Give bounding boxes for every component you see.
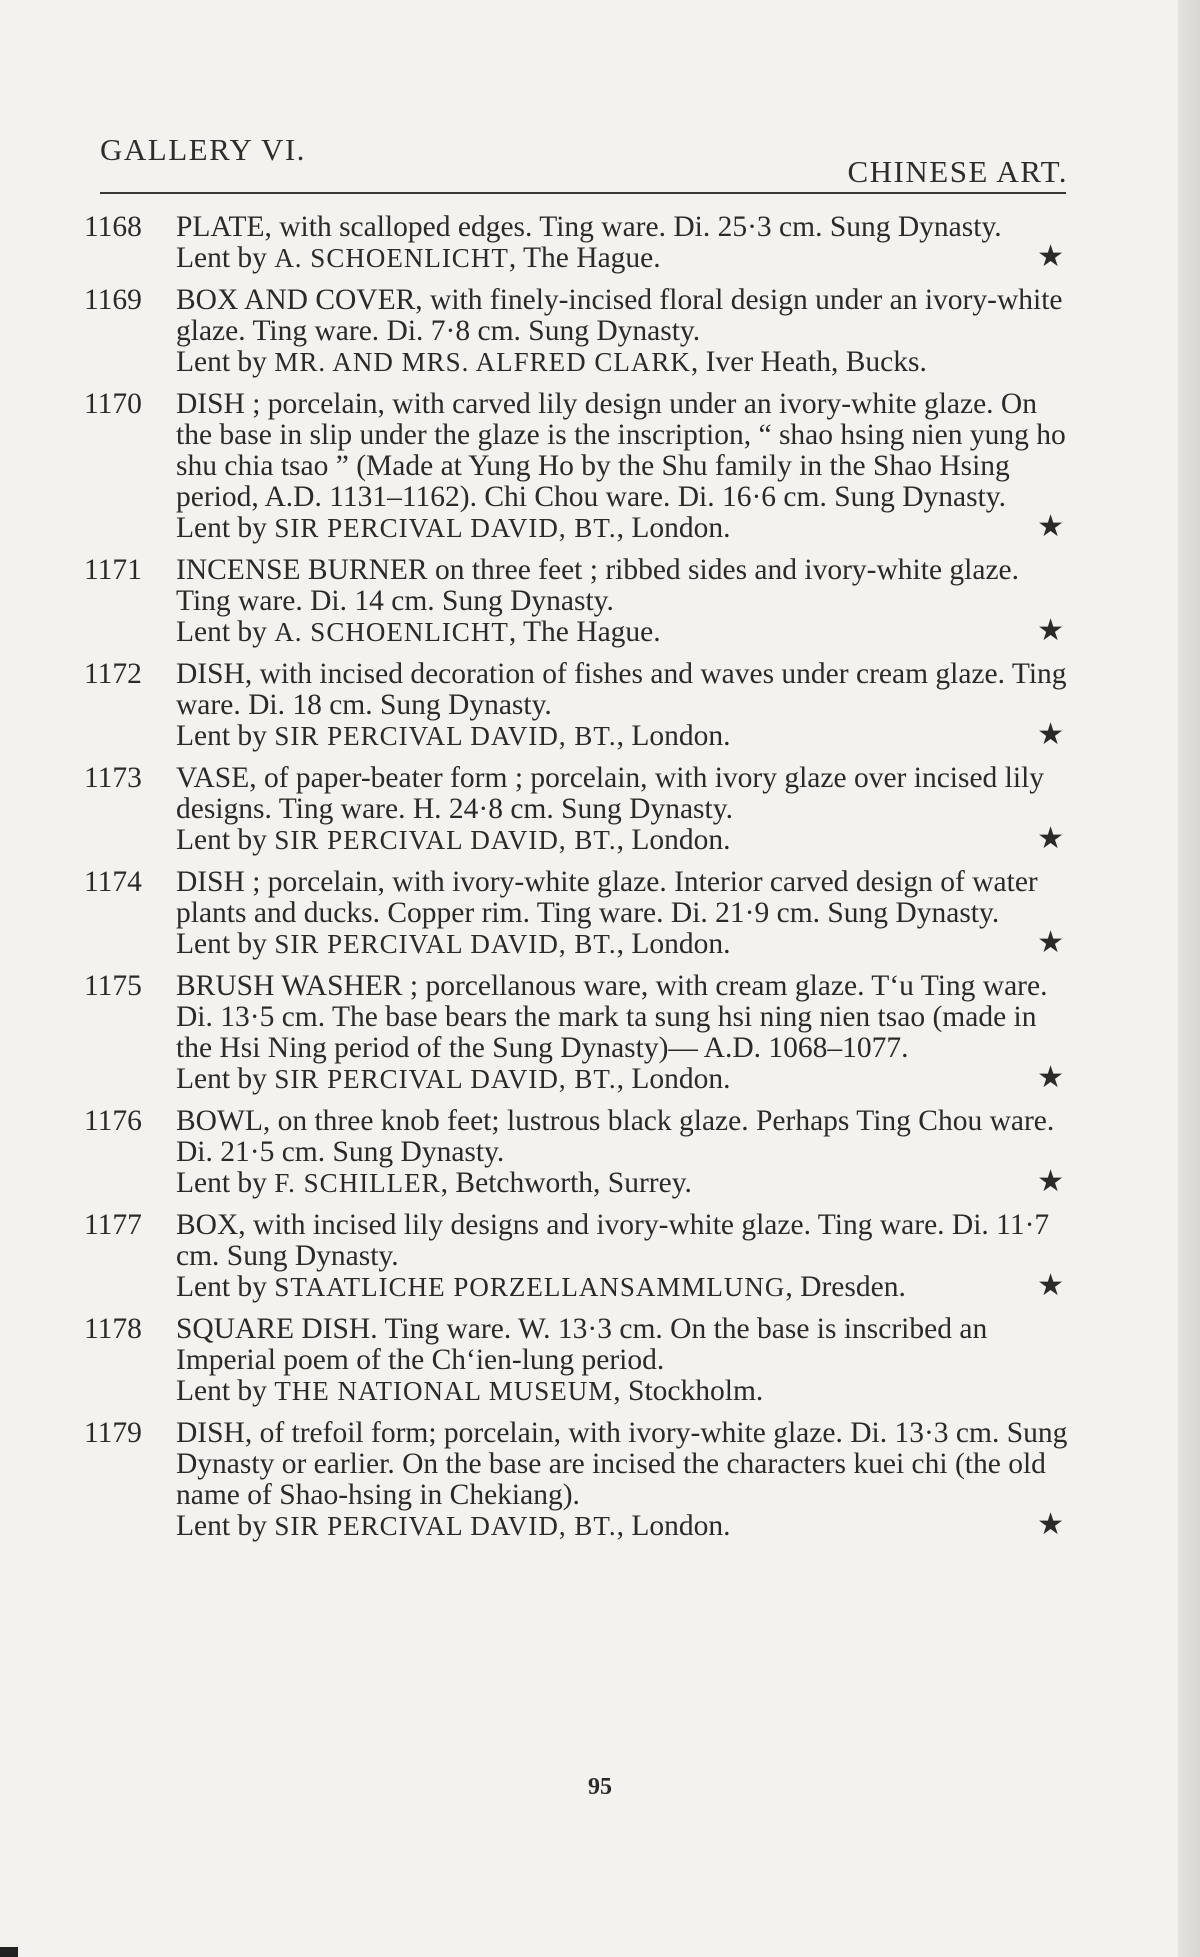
lender-name: F. SCHILLER	[274, 1168, 441, 1198]
lent-by-label: Lent by	[176, 1063, 267, 1095]
lender-name: MR. AND MRS. ALFRED CLARK	[274, 347, 691, 377]
entry-number: 1178	[84, 1313, 142, 1345]
lent-by-label: Lent by	[176, 1375, 267, 1407]
lender-place: , London.	[616, 824, 731, 856]
entry-description: DISH ; porcelain, with carved lily design under an ivory-white glaze. On the base in slip under the glaze is the inscription, “ shao hsing nien yung ho shu chia tsao ” (Made at Yung Ho by the Shu family in the Shao Hsing period, A.D. 1131–1162). Chi Chou ware. Di. 16·6 cm. Sung Dynasty.	[176, 388, 1066, 513]
entry-lender-line	[176, 509, 1070, 544]
entry-lender-line	[176, 347, 1070, 378]
star-icon: ★	[1037, 1507, 1064, 1542]
lender-name: SIR PERCIVAL DAVID, BT.	[274, 721, 617, 751]
entry-lender-line	[176, 1268, 1070, 1303]
entry-number: 1176	[84, 1105, 142, 1137]
entry-description: SQUARE DISH. Ting ware. W. 13·3 cm. On the base is inscribed an Imperial poem of the Ch‘ien-lung period.	[176, 1313, 988, 1376]
catalogue-entry	[84, 212, 1070, 274]
entry-description: VASE, of paper-beater form ; porcelain, with ivory glaze over incised lily designs. Ting ware. H. 24·8 cm. Sung Dynasty.	[176, 762, 1045, 825]
scan-corner-mark	[0, 1947, 18, 1957]
catalogue-entries	[84, 212, 1070, 1553]
lender-name: STAATLICHE PORZELLANSAMMLUNG	[274, 1272, 786, 1302]
lender-place: , London.	[616, 512, 731, 544]
entry-number: 1173	[84, 762, 142, 794]
lent-by-label: Lent by	[176, 824, 267, 856]
lender-place: , Stockholm.	[613, 1375, 764, 1407]
catalogue-entry	[84, 1418, 1070, 1542]
lender-place: , The Hague.	[508, 616, 661, 648]
lent-by-label: Lent by	[176, 1510, 267, 1542]
entry-number: 1171	[84, 554, 142, 586]
entry-number: 1177	[84, 1209, 142, 1241]
catalogue-entry	[84, 555, 1070, 648]
entry-number: 1175	[84, 970, 142, 1002]
lender-name: SIR PERCIVAL DAVID, BT.	[274, 1064, 617, 1094]
entry-description: DISH, with incised decoration of fishes and waves under cream glaze. Ting ware. Di. 18 cm. Sung Dynasty.	[176, 658, 1067, 721]
entry-lender-line	[176, 239, 1070, 274]
entry-description: BOX AND COVER, with finely-incised floral design under an ivory-white glaze. Ting ware. Di. 7·8 cm. Sung Dynasty.	[176, 284, 1063, 347]
lent-by-label: Lent by	[176, 346, 267, 378]
entry-lender-line	[176, 925, 1070, 960]
lender-name: SIR PERCIVAL DAVID, BT.	[274, 513, 617, 543]
star-icon: ★	[1037, 717, 1064, 752]
lender-place: , London.	[616, 1063, 731, 1095]
lender-name: SIR PERCIVAL DAVID, BT.	[274, 825, 617, 855]
lent-by-label: Lent by	[176, 720, 267, 752]
entry-lender-line	[176, 821, 1070, 856]
catalogue-entry	[84, 285, 1070, 378]
header-rule	[100, 192, 1066, 194]
entry-number: 1168	[84, 211, 142, 243]
entry-lender-line	[176, 1060, 1070, 1095]
catalogue-entry	[84, 389, 1070, 544]
lender-name: A. SCHOENLICHT	[274, 243, 509, 273]
catalogue-entry	[84, 1314, 1070, 1407]
lent-by-label: Lent by	[176, 512, 267, 544]
catalogue-entry	[84, 659, 1070, 752]
entry-description: BOWL, on three knob feet; lustrous black glaze. Perhaps Ting Chou ware. Di. 21·5 cm. Sung Dynasty.	[176, 1105, 1055, 1168]
entry-lender-line	[176, 1164, 1070, 1199]
lent-by-label: Lent by	[176, 1271, 267, 1303]
star-icon: ★	[1037, 821, 1064, 856]
entry-description: BRUSH WASHER ; porcellanous ware, with cream glaze. T‘u Ting ware. Di. 13·5 cm. The base bears the mark ta sung hsi ning nien tsao (made in the Hsi Ning period of the Sung Dynasty)— A.D. 1068–1077.	[176, 970, 1048, 1064]
entry-description: BOX, with incised lily designs and ivory-white glaze. Ting ware. Di. 11·7 cm. Sung Dynasty.	[176, 1209, 1050, 1272]
catalogue-entry	[84, 1106, 1070, 1199]
entry-description: INCENSE BURNER on three feet ; ribbed sides and ivory-white glaze. Ting ware. Di. 14 cm. Sung Dynasty.	[176, 554, 1020, 617]
star-icon: ★	[1037, 1268, 1064, 1303]
entry-number: 1174	[84, 866, 142, 898]
entry-number: 1179	[84, 1417, 142, 1449]
entry-description: DISH ; porcelain, with ivory-white glaze. Interior carved design of water plants and ducks. Copper rim. Ting ware. Di. 21·9 cm. Sung Dynasty.	[176, 866, 1038, 929]
catalogue-entry	[84, 867, 1070, 960]
entry-description: PLATE, with scalloped edges. Ting ware. Di. 25·3 cm. Sung Dynasty.	[176, 211, 1002, 243]
star-icon: ★	[1037, 1060, 1064, 1095]
lent-by-label: Lent by	[176, 928, 267, 960]
lender-place: , London.	[616, 720, 731, 752]
star-icon: ★	[1037, 239, 1064, 274]
section-heading: CHINESE ART.	[847, 154, 1068, 189]
catalogue-entry	[84, 971, 1070, 1095]
lender-place: , The Hague.	[508, 242, 661, 274]
entry-lender-line	[176, 613, 1070, 648]
lender-name: THE NATIONAL MUSEUM	[274, 1376, 614, 1406]
lent-by-label: Lent by	[176, 1167, 267, 1199]
star-icon: ★	[1037, 613, 1064, 648]
page-number: 95	[588, 1774, 612, 1800]
lender-name: A. SCHOENLICHT	[274, 617, 509, 647]
lent-by-label: Lent by	[176, 616, 267, 648]
entry-lender-line	[176, 1507, 1070, 1542]
lender-place: , London.	[616, 1510, 731, 1542]
lender-name: SIR PERCIVAL DAVID, BT.	[274, 1511, 617, 1541]
entry-number: 1170	[84, 388, 142, 420]
lent-by-label: Lent by	[176, 242, 267, 274]
entry-lender-line	[176, 1376, 1070, 1407]
entry-description: DISH, of trefoil form; porcelain, with ivory-white glaze. Di. 13·3 cm. Sung Dynasty or earlier. On the base are incised the characters kuei chi (the old name of Shao-hsing in Chekiang).	[176, 1417, 1068, 1511]
entry-number: 1172	[84, 658, 142, 690]
catalogue-entry	[84, 763, 1070, 856]
gallery-heading: GALLERY VI.	[100, 132, 306, 167]
catalogue-entry	[84, 1210, 1070, 1303]
star-icon: ★	[1037, 509, 1064, 544]
lender-place: , Betchworth, Surrey.	[440, 1167, 692, 1199]
star-icon: ★	[1037, 1164, 1064, 1199]
star-icon: ★	[1037, 925, 1064, 960]
page-edge	[1178, 0, 1200, 1957]
lender-place: , Dresden.	[785, 1271, 906, 1303]
entry-number: 1169	[84, 284, 142, 316]
lender-name: SIR PERCIVAL DAVID, BT.	[274, 929, 617, 959]
entry-lender-line	[176, 717, 1070, 752]
lender-place: , London.	[616, 928, 731, 960]
lender-place: , Iver Heath, Bucks.	[690, 346, 927, 378]
